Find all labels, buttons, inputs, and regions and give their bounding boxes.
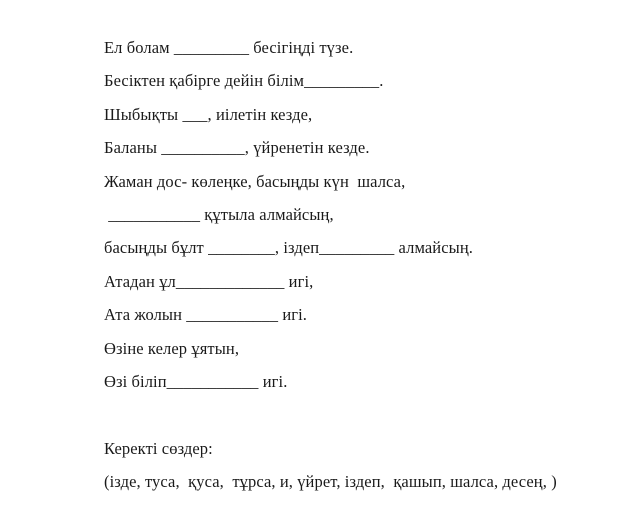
poem-line-9: Ата жолын ___________ игі. — [104, 305, 308, 324]
word-list-heading: Керекті сөздер: — [104, 439, 213, 458]
poem-line-10: Өзіне келер ұятын, — [104, 339, 240, 358]
poem-line-1: Ел болам _________ бесігіңді түзе. — [104, 38, 354, 57]
poem-line-3: Шыбықты ___, иілетін кезде, — [104, 105, 313, 124]
word-list: (ізде, туса, қуса, тұрса, и, үйрет, іздеп, қашып, шалса, десең, ) — [104, 472, 557, 491]
poem-line-11: Өзі біліп___________ игі. — [104, 372, 288, 391]
poem-line-2: Бесіктен қабірге дейін білім_________. — [104, 71, 384, 90]
poem-line-7: басыңды бұлт ________, іздеп_________ алмайсың. — [104, 238, 474, 257]
poem-line-5: Жаман дос- көлеңке, басыңды күн шалса, — [104, 172, 406, 191]
poem-line-8: Атадан ұл_____________ игі, — [104, 272, 314, 291]
poem-line-4: Баланы __________, үйренетін кезде. — [104, 138, 370, 157]
poem-line-6: ___________ құтыла алмайсың, — [104, 205, 334, 224]
